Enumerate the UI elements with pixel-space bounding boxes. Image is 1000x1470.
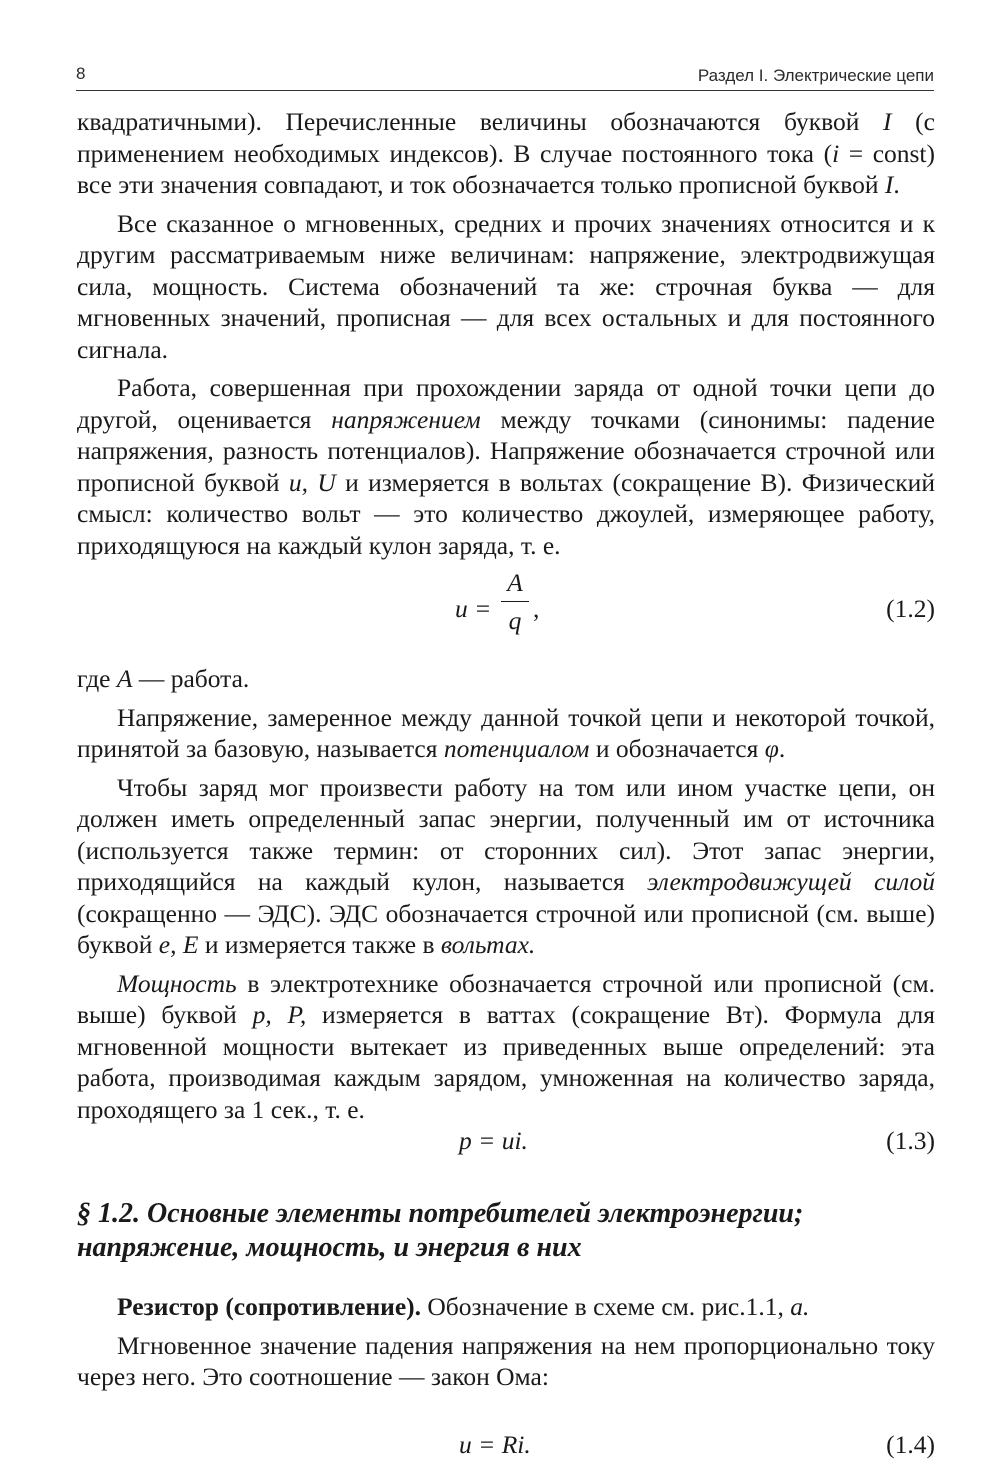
page-number: 8 [76, 64, 86, 83]
formula-1-3 [77, 1125, 935, 1157]
formula-expression: u = Ri. [459, 1429, 531, 1459]
paragraph-7: Мощность в электротехнике обозначается строчной или прописной (см. выше) буквой p, P, измеряется в ваттах (сокращение Вт). Формула для мгновенной мощности вытекает из приведенных выше определений: эта работа, производимая каждым зарядом, умноженная на количество заряда, проходящего за 1 сек., т. е. [77, 968, 936, 1124]
section-heading: § 1.2. Основные элементы потребителей электроэнергии; напряжение, мощность, и энергия в них [77, 1198, 804, 1263]
paragraph-6: Чтобы заряд мог произвести работу на том или ином участке цепи, он должен иметь определенный запас энергии, полученный им от источника (используется также термин: от сторонних сил). Этот запас энергии, приходящийся на каждый кулон, называется электродвижущей силой (сокращенно — ЭДС). ЭДС обозначается строчной или прописной (см. выше) буквой e, E и измеряется также в вольтах. [77, 772, 936, 959]
equation-number: (1.4) [886, 1429, 935, 1459]
paragraph-5: Напряжение, замеренное между данной точкой цепи и некоторой точкой, принятой за базовую, называется потенциалом и обозначается φ. [77, 702, 935, 763]
paragraph-1: квадратичными). Перечисленные величины обозначаются буквой I (с применением необходимых индексов). В случае постоянного тока (i = const) все эти значения совпадают, и ток обозначается только прописной буквой I. [77, 107, 936, 199]
paragraph-2: Все сказанное о мгновенных, средних и прочих значениях относится и к другим рассматриваемым ниже величинам: напряжение, электродвижущая сила, мощность. Система обозначений та же: строчная буква — для мгновенных значений, прописная — для всех остальных и для постоянного сигнала. [77, 208, 935, 364]
running-header [76, 60, 934, 91]
formula-expression: p = ui. [459, 1126, 528, 1155]
formula-trailing: , [533, 594, 540, 623]
paragraph-4: где A — работа. [77, 664, 250, 693]
fraction-numerator: A [507, 568, 523, 597]
formula-lhs: u = [455, 594, 492, 623]
equation-number: (1.3) [886, 1126, 935, 1155]
paragraph-3: Работа, совершенная при прохождении заряда от одной точки цепи до другой, оценивается напряжением между точками (синонимы: падение напряжения, разность потенциалов). Напряжение обозначается строчной или прописной буквой u, U и измеряется в вольтах (сокращение В). Физический смысл: количество вольт — это количество джоулей, измеряющее работу, приходящуюся на каждый кулон заряда, т. е. [77, 373, 935, 560]
paragraph-8: Резистор (сопротивление). Обозначение в схеме см. рис.1.1, а. [117, 1292, 810, 1321]
formula-1-4 [77, 1429, 935, 1461]
paragraph-9: Мгновенное значение падения напряжения на нем пропорционально току через него. Это соотношение — закон Ома: [77, 1330, 935, 1391]
formula-1-2 [77, 567, 935, 655]
fraction-bar [501, 601, 529, 602]
page-body [77, 106, 935, 1461]
fraction-denominator: q [508, 606, 522, 635]
fraction [501, 567, 529, 636]
section-title-header: Раздел I. Электрические цепи [697, 66, 934, 85]
equation-number: (1.2) [886, 594, 935, 623]
